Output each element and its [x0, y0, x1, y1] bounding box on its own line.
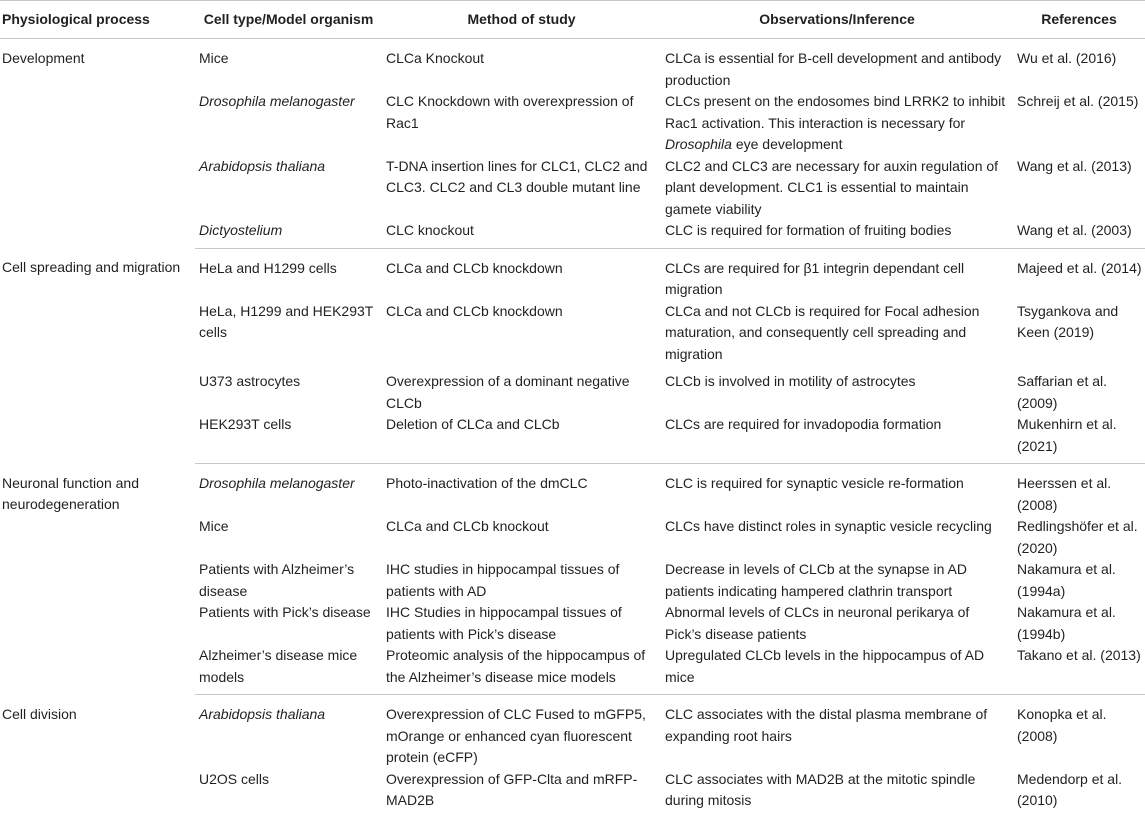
method-cell: CLC knockout	[382, 220, 661, 248]
observation-cell: CLC is required for synaptic vesicle re-formation	[665, 475, 964, 491]
observation-cell: Decrease in levels of CLCb at the synapse in AD patients indicating hampered clathrin transport	[665, 561, 967, 599]
observation-cell: Abnormal levels of CLCs in neuronal perikarya of Pick’s disease patients	[665, 604, 970, 642]
method-cell: CLCa and CLCb knockout	[386, 518, 549, 534]
method-cell: CLCa and CLCb knockdown	[386, 259, 563, 276]
header-observations: Observations/Inference	[661, 1, 1013, 39]
cell-type: U2OS cells	[199, 770, 270, 787]
method-cell: CLCa and CLCb knockdown	[386, 302, 563, 319]
reference-cell: Wu et al. (2016)	[1017, 50, 1117, 66]
reference-cell: Saffarian et al. (2009)	[1017, 373, 1108, 411]
method-cell: Overexpression of a dominant negative CLCb	[386, 373, 630, 411]
header-references: References	[1013, 1, 1145, 39]
observation-cell: CLC is required for formation of fruiting bodies	[661, 220, 1013, 248]
method-cell: Overexpression of GFP-Clta and mRFP-MAD2B	[386, 770, 638, 808]
reference-cell: Takano et al. (2013)	[1013, 645, 1145, 695]
table-row	[0, 695, 1145, 769]
cell-type: U373 astrocytes	[199, 373, 301, 389]
table-row	[0, 248, 1145, 301]
reference-cell: Mukenhirn et al. (2021)	[1013, 414, 1145, 464]
observation-cell: CLCs have distinct roles in synaptic vesicle recycling	[665, 518, 992, 534]
observation-text: eye development	[731, 136, 843, 152]
header-method: Method of study	[382, 1, 661, 39]
table-row	[0, 39, 1145, 92]
method-cell: CLC Knockdown with overexpression of Rac1	[386, 93, 634, 131]
cell-type: Mice	[199, 50, 229, 66]
method-cell: CLCa Knockout	[386, 50, 485, 66]
reference-cell: Schreij et al. (2015)	[1017, 93, 1139, 109]
observation-italic: Drosophila	[665, 136, 732, 152]
method-cell: IHC studies in hippocampal tissues of patients with AD	[386, 561, 620, 599]
observation-cell	[661, 91, 1013, 156]
cell-type: Drosophila melanogaster	[199, 475, 355, 491]
reference-cell: Tsygankova and Keen (2019)	[1017, 302, 1119, 340]
method-cell: Overexpression of CLC Fused to mGFP5, mOrange or enhanced cyan fluorescent protein (eCFP)	[386, 706, 646, 765]
cell-type: HeLa, H1299 and HEK293T cells	[199, 302, 374, 340]
observation-cell: CLC2 and CLC3 are necessary for auxin regulation of plant development. CLC1 is essential to maintain gamete viability	[665, 157, 999, 217]
reference-cell: Nakamura et al. (1994b)	[1017, 604, 1116, 642]
observation-cell: CLC associates with the distal plasma membrane of expanding root hairs	[665, 706, 988, 744]
method-cell: T-DNA insertion lines for CLC1, CLC2 and CLC3. CLC2 and CL3 double mutant line	[386, 157, 648, 195]
reference-cell: Wang et al. (2013)	[1017, 157, 1132, 174]
method-cell: IHC Studies in hippocampal tissues of patients with Pick’s disease	[386, 604, 622, 642]
cell-type: HEK293T cells	[195, 414, 382, 464]
table-row	[0, 464, 1145, 517]
cell-type: HeLa and H1299 cells	[199, 259, 337, 276]
observation-cell: CLCa and not CLCb is required for Focal adhesion maturation, and consequently cell spreading and migration	[665, 302, 980, 362]
reference-cell: Majeed et al. (2014)	[1017, 259, 1142, 276]
cell-type: Alzheimer’s disease mice models	[195, 645, 382, 695]
process-cell: Neuronal function and neurodegeneration	[2, 474, 139, 512]
observation-cell: CLCs are required for β1 integrin dependant cell migration	[665, 259, 965, 297]
cell-type: Mice	[199, 518, 229, 534]
method-cell: Photo-inactivation of the dmCLC	[386, 475, 588, 491]
header-cell-type: Cell type/Model organism	[195, 1, 382, 39]
header-row	[0, 1, 1145, 39]
method-cell: Proteomic analysis of the hippocampus of the Alzheimer’s disease mice models	[382, 645, 661, 695]
reference-cell: Medendorp et al. (2010)	[1017, 770, 1123, 808]
process-cell: Cell division	[2, 705, 77, 722]
observation-cell: CLCb is involved in motility of astrocytes	[665, 373, 916, 389]
observation-text: CLCs present on the endosomes bind LRRK2 to inhibit Rac1 activation. This interaction is necessary for	[665, 93, 1006, 131]
reference-cell: Wang et al. (2003)	[1013, 220, 1145, 248]
cell-type: Drosophila melanogaster	[199, 93, 355, 109]
cell-type: Dictyostelium	[195, 220, 382, 248]
reference-cell: Nakamura et al. (1994a)	[1017, 561, 1116, 599]
cell-type: Arabidopsis thaliana	[199, 706, 326, 722]
process-cell: Cell spreading and migration	[2, 259, 181, 275]
cell-type: Patients with Alzheimer’s disease	[199, 561, 355, 599]
cell-type: Patients with Pick’s disease	[199, 604, 371, 620]
reference-cell: Konopka et al. (2008)	[1017, 706, 1107, 744]
header-physiological-process: Physiological process	[0, 1, 195, 39]
reference-cell: Redlingshöfer et al. (2020)	[1017, 518, 1138, 556]
process-cell: Development	[2, 50, 85, 66]
observation-cell: CLCs are required for invadopodia formation	[661, 414, 1013, 464]
observation-cell: CLC associates with MAD2B at the mitotic spindle during mitosis	[665, 770, 976, 808]
cell-type: Arabidopsis thaliana	[199, 157, 326, 174]
method-cell: Deletion of CLCa and CLCb	[382, 414, 661, 464]
reference-cell: Heerssen et al. (2008)	[1017, 475, 1112, 513]
observation-cell: CLCa is essential for B-cell development and antibody production	[665, 50, 1002, 88]
observation-cell: Upregulated CLCb levels in the hippocampus of AD mice	[661, 645, 1013, 695]
